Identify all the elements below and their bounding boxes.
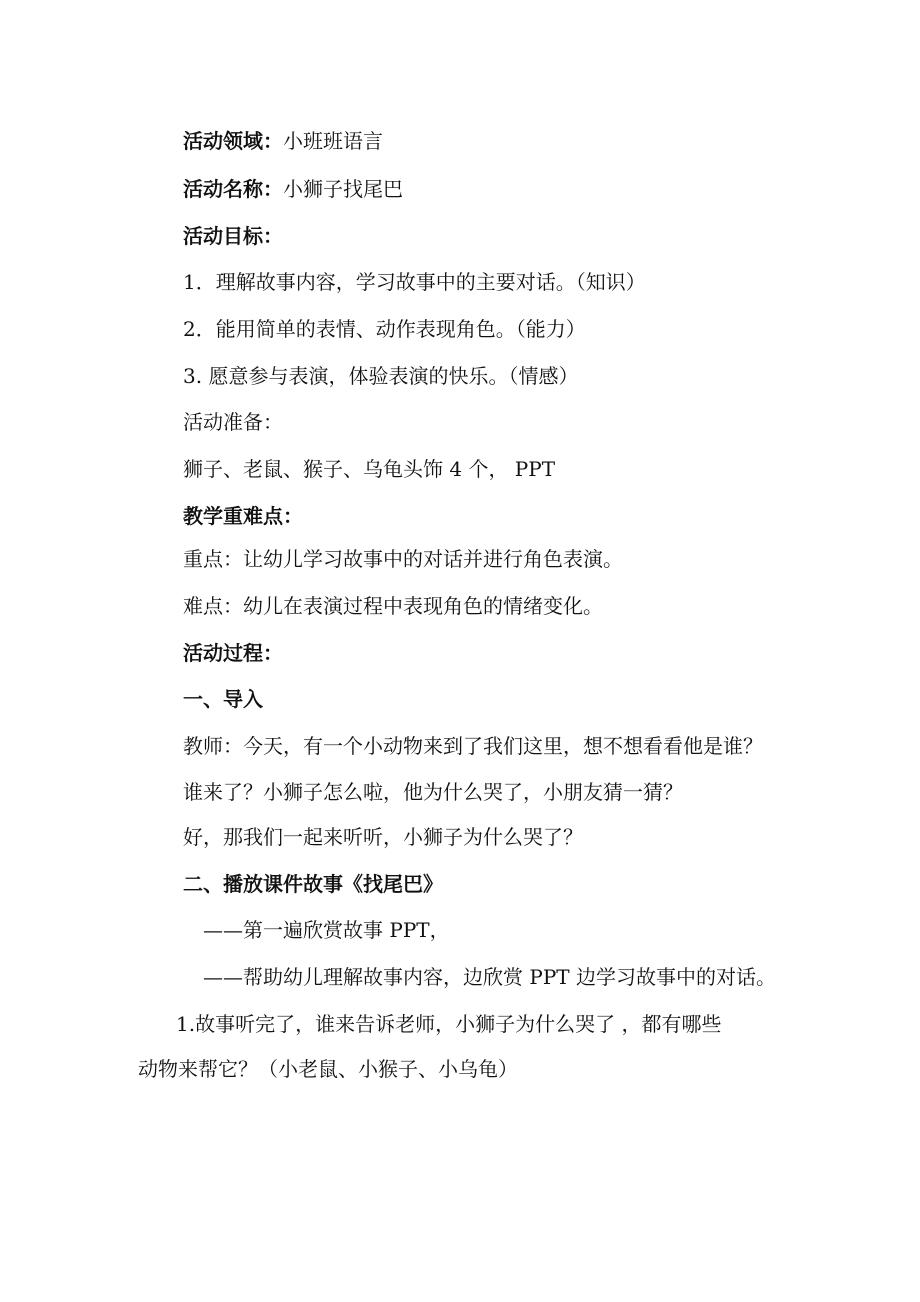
- step-first-viewing: ——第一遍欣赏故事 PPT，: [203, 918, 450, 942]
- process-heading: 活动过程：: [183, 641, 283, 665]
- activity-domain: 活动领域：小班班语言: [183, 129, 383, 153]
- section-2-heading: 二、播放课件故事《找尾巴》: [183, 872, 443, 896]
- question-1: 1.故事听完了，谁来告诉老师，小狮子为什么哭了 ，都有哪些: [176, 1012, 722, 1036]
- step-understand-story: ——帮助幼儿理解故事内容，边欣赏 PPT 边学习故事中的对话。: [203, 965, 776, 989]
- teacher-line-1: 教师：今天，有一个小动物来到了我们这里，想不想看看他是谁？: [183, 734, 763, 758]
- preparation-heading: 活动准备：: [183, 410, 283, 434]
- goal-1: 1．理解故事内容，学习故事中的主要对话。（知识）: [183, 270, 646, 294]
- goals-heading: 活动目标：: [183, 224, 283, 248]
- key-point: 重点：让幼儿学习故事中的对话并进行角色表演。: [183, 547, 623, 571]
- goal-2: 2．能用简单的表情、动作表现角色。（能力）: [183, 317, 586, 341]
- goal-3: 3. 愿意参与表演，体验表演的快乐。（情感）: [183, 364, 579, 388]
- teacher-line-3: 好，那我们一起来听听，小狮子为什么哭了？: [183, 825, 583, 849]
- key-points-heading: 教学重难点：: [183, 504, 303, 528]
- difficult-point: 难点：幼儿在表演过程中表现角色的情绪变化。: [183, 594, 603, 618]
- question-1-continued: 动物来帮它？（小老鼠、小猴子、小乌龟）: [138, 1057, 518, 1081]
- preparation-items: 狮子、老鼠、猴子、乌龟头饰 4 个， PPT: [183, 457, 556, 481]
- section-1-heading: 一、导入: [183, 687, 263, 711]
- activity-name: 活动名称：小狮子找尾巴: [183, 177, 403, 201]
- teacher-line-2: 谁来了？小狮子怎么啦，他为什么哭了，小朋友猜一猜？: [183, 780, 683, 804]
